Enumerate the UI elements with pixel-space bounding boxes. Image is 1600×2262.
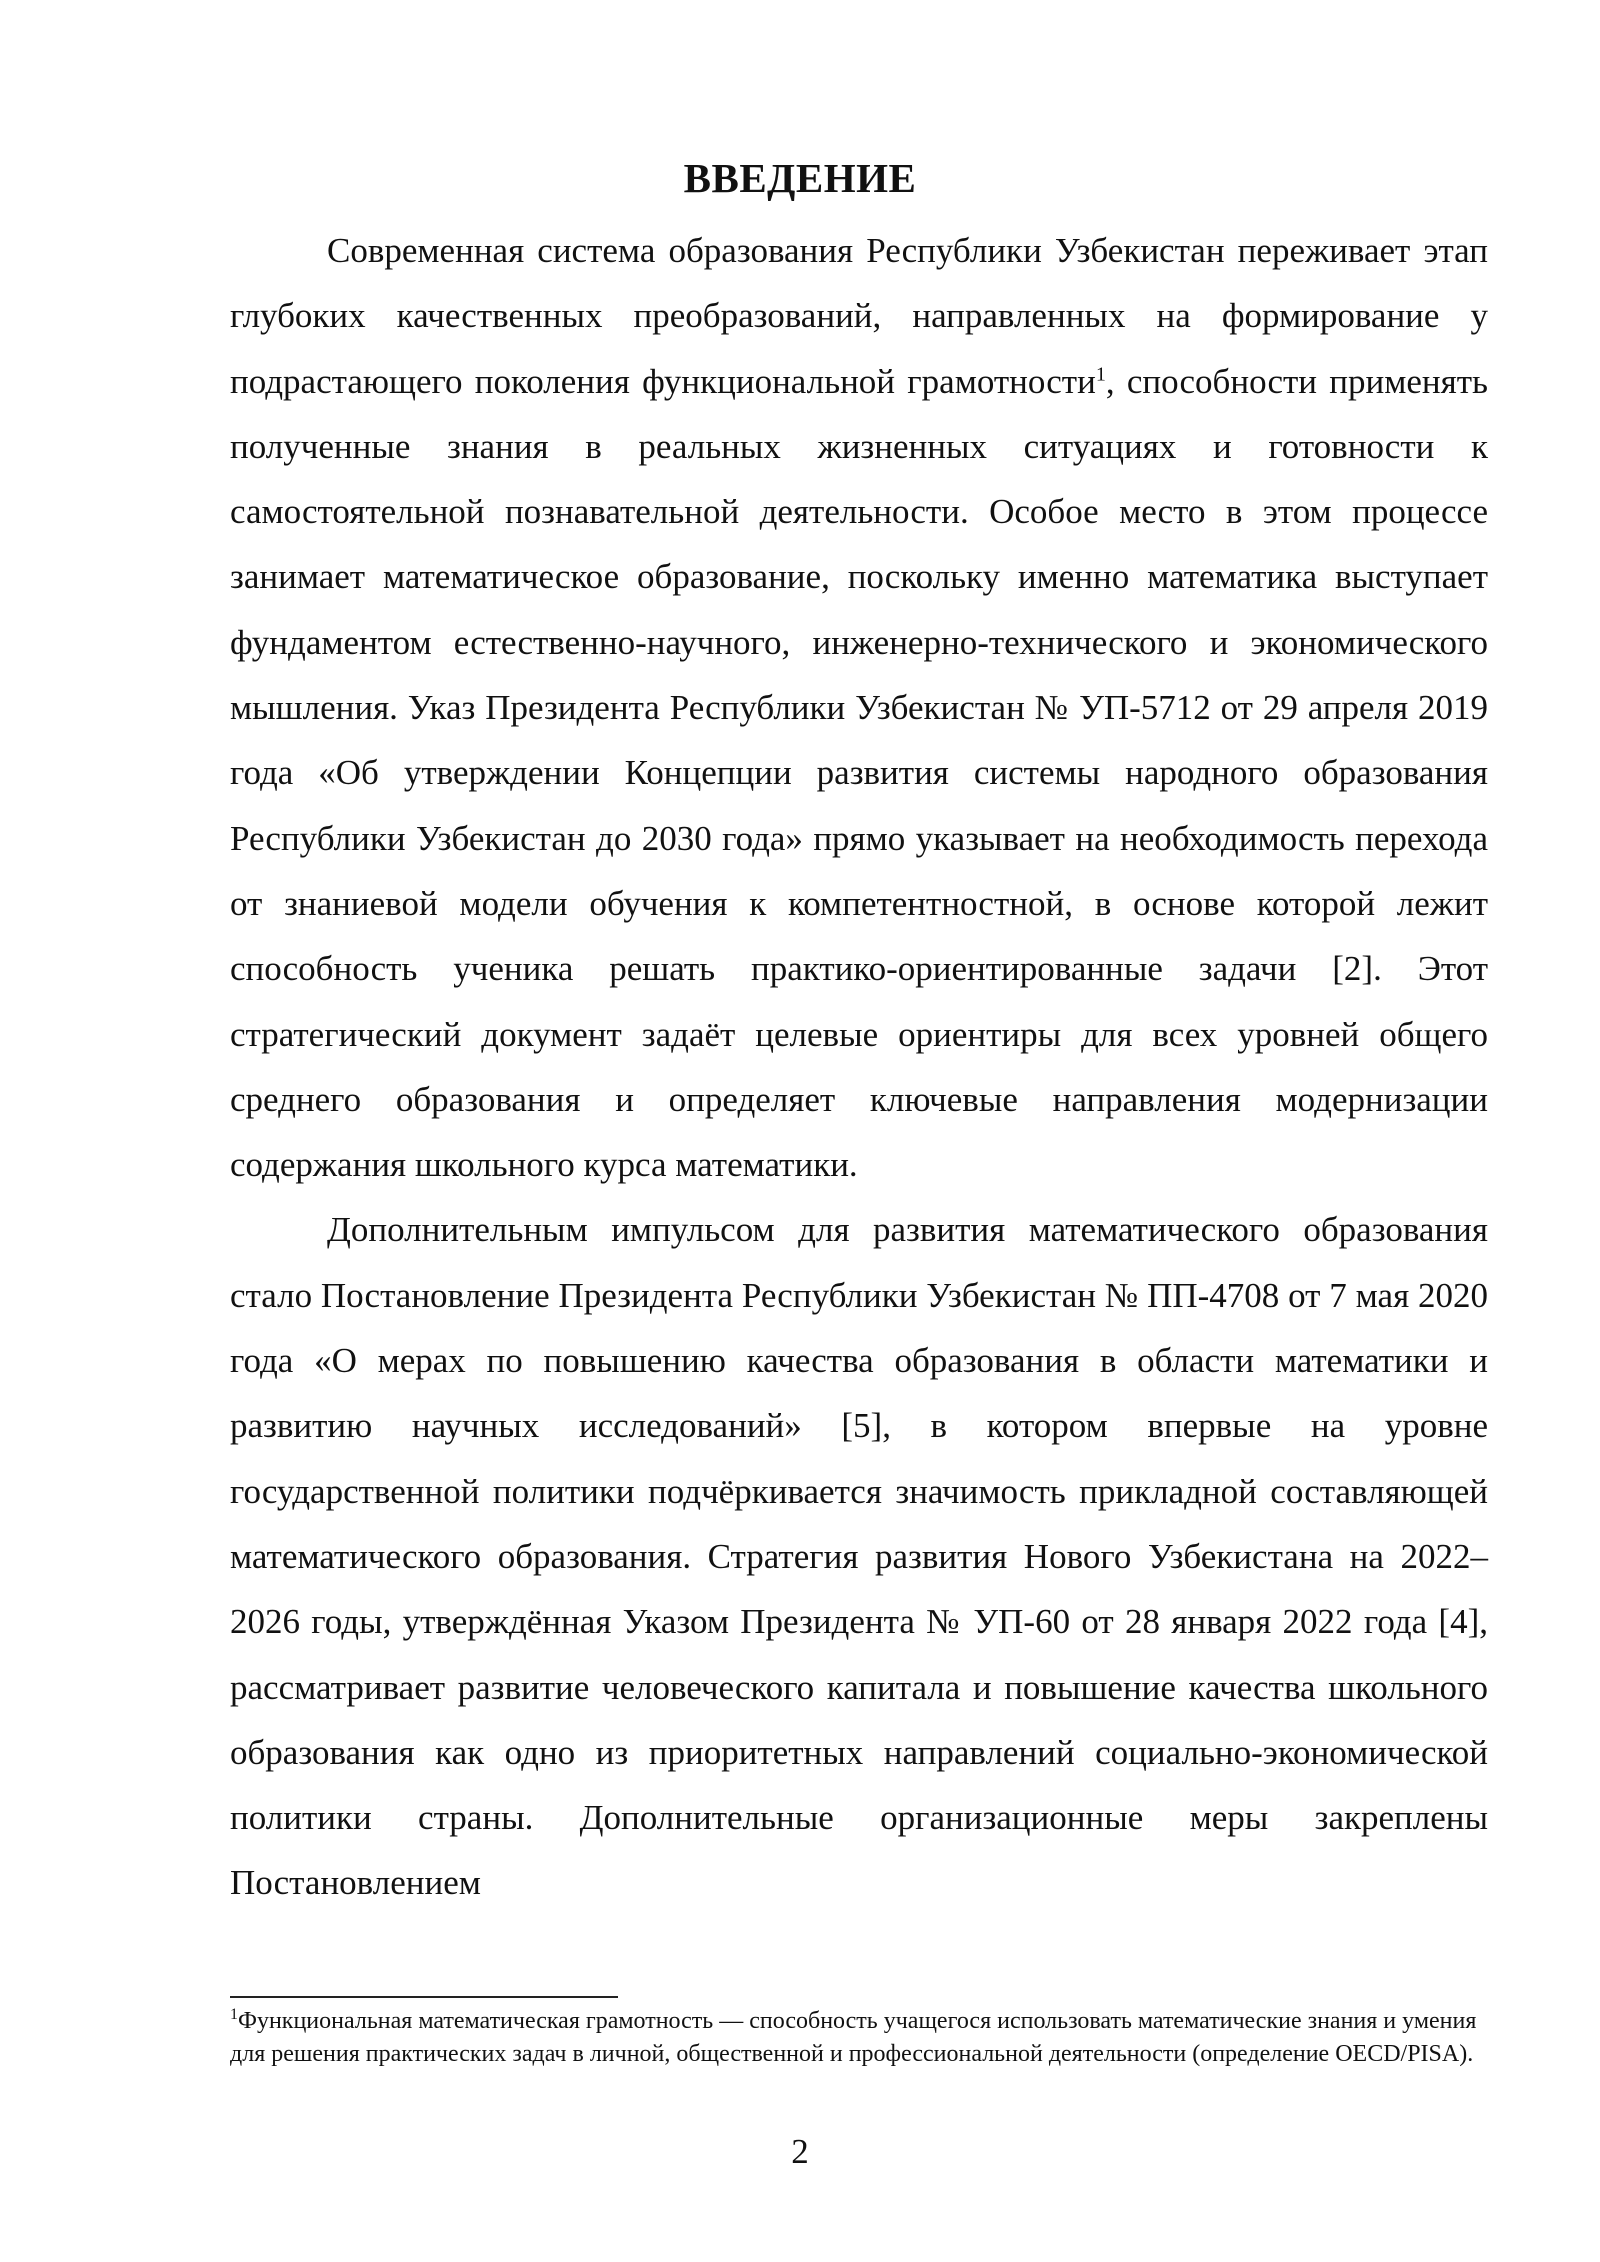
footnote-text: Функциональная математическая грамотность — способность учащегося использовать математические знания и умения для решения практических задач в личной, общественной и профессиональной деятельности (определение OECD/PISA). (230, 2008, 1477, 2067)
paragraph-1-part-1: Современная система образования Республики Узбекистан переживает этап глубоких качественных преобразований, направленных на формирование у подрастающего поколения функциональной грамотности (230, 231, 1488, 401)
section-heading: ВВЕДЕНИЕ (683, 155, 917, 201)
footnote-reference: 1 (1095, 362, 1106, 385)
body-text (230, 218, 1488, 1916)
paragraph-2: Дополнительным импульсом для развития математического образования стало Постановление Президента Республики Узбекистан № ПП-4708 от 7 мая 2020 года «О мерах по повышению качества образования в области математики и развитию научных исследований» [5], в котором впервые на уровне государственной политики подчёркивается значимость прикладной составляющей математического образования. Стратегия развития Нового Узбекистана на 2022–2026 годы, утверждённая Указом Президента № УП-60 от 28 января 2022 года [4], рассматривает развитие человеческого капитала и повышение качества школьного образования как одно из приоритетных направлений социально-экономической политики страны. Дополнительные организационные меры закреплены Постановлением (230, 1210, 1488, 1903)
footnote-number: 1 (230, 2006, 238, 2023)
paragraph-1 (230, 218, 1488, 1197)
paragraph-1-part-2: , способности применять полученные знания в реальных жизненных ситуациях и готовности к самостоятельной познавательной деятельности. Особое место в этом процессе занимает математическое образование, поскольку именно математика выступает фундаментом естественно-научного, инженерно-технического и экономического мышления. Указ Президента Республики Узбекистан № УП-5712 от 29 апреля 2019 года «Об утверждении Концепции развития системы народного образования Республики Узбекистан до 2030 года» прямо указывает на необходимость перехода от знаниевой модели обучения к компетентностной, в основе которой лежит способность ученика решать практико-ориентированные задачи [2]. Этот стратегический документ задаёт целевые ориентиры для всех уровней общего среднего образования и определяет ключевые направления модернизации содержания школьного курса математики. (230, 361, 1489, 1185)
footnote-separator (230, 1996, 618, 1998)
footnote (230, 2005, 1488, 2071)
page-number: 2 (791, 2132, 809, 2171)
